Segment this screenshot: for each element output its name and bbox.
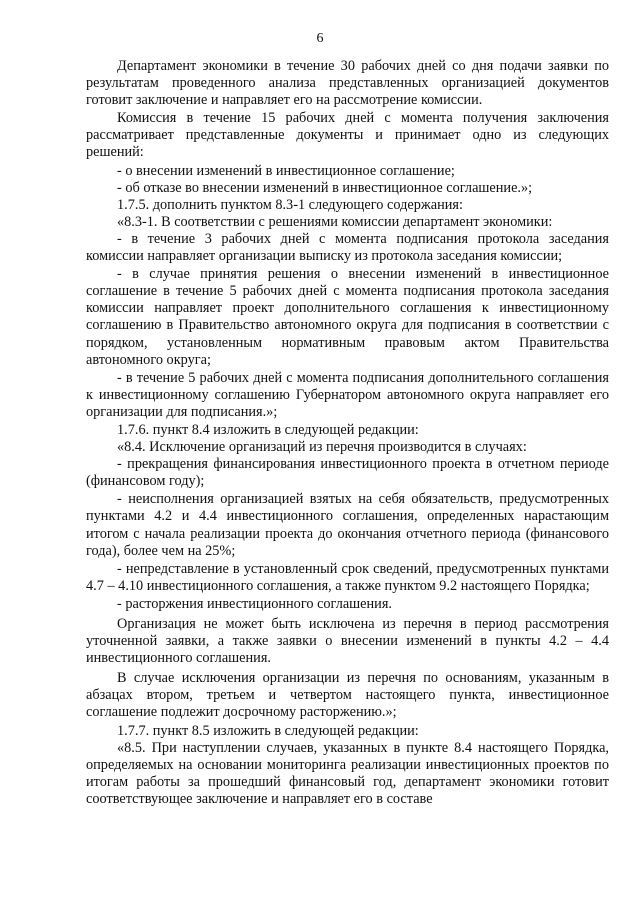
paragraph-8-3-1-intro: «8.3-1. В соответствии с решениями комиссии департамент экономики: [117, 213, 553, 230]
paragraph-8-4-intro: «8.4. Исключение организаций из перечня производится в случаях: [117, 439, 527, 456]
list-item-draft-agreement: - в случае принятия решения о внесении изменений в инвестиционное соглашение в течение 5 рабочих дней с момента подписания протокола заседания комиссии направляет проект дополнительного соглашения к инвестиционному соглашению в Правительство автономного округа для подписания в соответствии с порядком, установленным нормативным правовым актом Правительства автономного округа; [86, 266, 609, 368]
paragraph-exclusion-restriction: Организация не может быть исключена из перечня в период рассмотрения уточненной заявки, а также заявки о внесении изменений в пункты 4.2 – 4.4 инвестиционного соглашения. [86, 616, 609, 667]
paragraph-8-5: «8.5. При наступлении случаев, указанных в пункте 8.4 настоящего Порядка, определяемых на основании мониторинга реализации инвестиционных проектов по итогам работы за прошедший финансовый год, департамент экономики готовит соответствующее заключение и направляет его в составе [86, 739, 609, 807]
list-item-termination: - расторжения инвестиционного соглашения. [117, 595, 392, 612]
list-item-governor-signing: - в течение 5 рабочих дней с момента подписания дополнительного соглашения к инвестиционному соглашению Губернатором автономного округа направляет его организации для подписания.»; [86, 369, 609, 420]
paragraph-1-7-5: 1.7.5. дополнить пунктом 8.3-1 следующего содержания: [117, 196, 463, 213]
paragraph-1-7-6: 1.7.6. пункт 8.4 изложить в следующей редакции: [117, 421, 419, 438]
page-number: 6 [316, 31, 324, 46]
paragraph-commission-review: Комиссия в течение 15 рабочих дней с момента получения заключения рассматривает представленные документы и принимает одно из следующих решений: [86, 110, 609, 161]
document-body [86, 58, 609, 809]
list-item-financing-stop: - прекращения финансирования инвестиционного проекта в отчетном периоде (финансовом году); [86, 456, 609, 490]
list-item-info-not-provided: - непредставление в установленный срок сведений, предусмотренных пунктами 4.7 – 4.10 инвестиционного соглашения, а также пунктом 9.2 настоящего Порядка; [86, 560, 609, 594]
list-item-extract-sending: - в течение 3 рабочих дней с момента подписания протокола заседания комиссии направляет организации выписку из протокола заседания комиссии; [86, 230, 609, 265]
list-item-amend-decision: - о внесении изменений в инвестиционное соглашение; [117, 162, 455, 179]
paragraph-early-termination: В случае исключения организации из перечня по основаниям, указанным в абзацах втором, третьем и четвертом настоящего пункта, инвестиционное соглашение подлежит досрочному расторжению.»; [86, 670, 609, 721]
paragraph-1-7-7: 1.7.7. пункт 8.5 изложить в следующей редакции: [117, 722, 419, 739]
list-item-refuse-decision: - об отказе во внесении изменений в инвестиционное соглашение.»; [117, 179, 533, 196]
paragraph-review-term: Департамент экономики в течение 30 рабочих дней со дня подачи заявки по результатам проведенного анализа представленных организацией документов готовит заключение и направляет его на рассмотрение комиссии. [86, 58, 609, 109]
list-item-obligations-failure: - неисполнения организацией взятых на себя обязательств, предусмотренных пунктами 4.2 и 4.4 инвестиционного соглашения, определенных нарастающим итогом с начала реализации проекта до окончания отчетного периода (финансового года), более чем на 25%; [86, 491, 609, 559]
